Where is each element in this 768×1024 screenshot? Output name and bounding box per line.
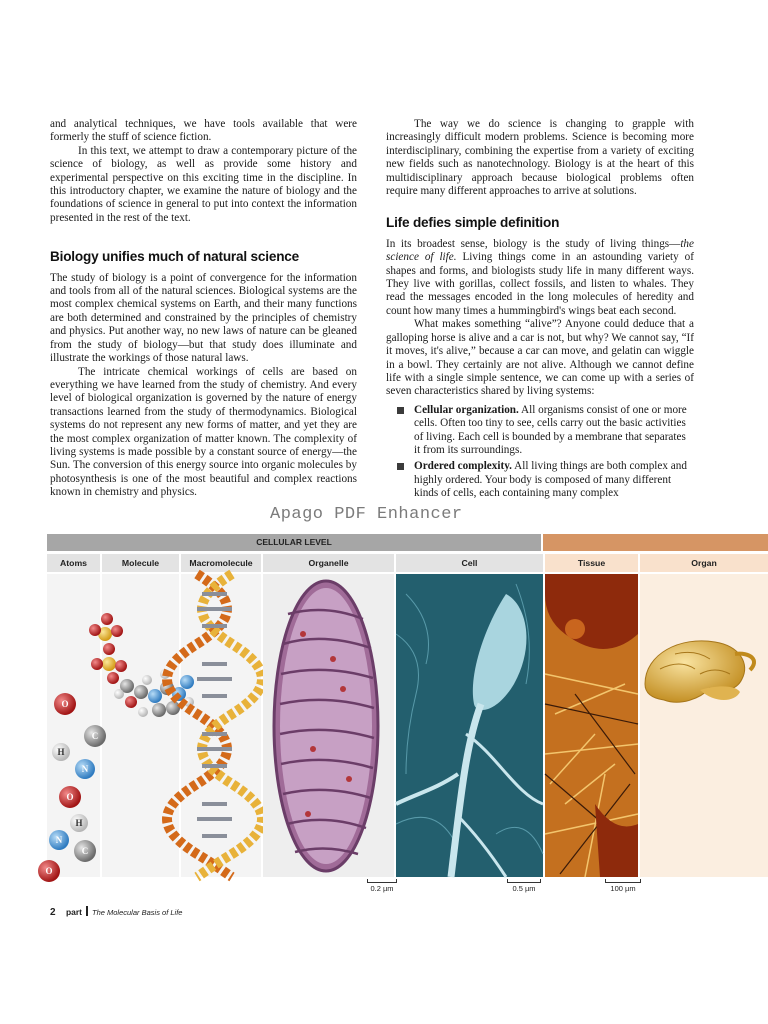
list-text: All living things are both complex and highly ordered. Your body is composed of many different kinds of cells, each containing many complex	[414, 460, 687, 500]
list-item	[386, 404, 694, 458]
right-text-column	[386, 118, 694, 504]
atom-label: C	[81, 846, 89, 856]
organ-panel	[640, 574, 768, 877]
label-organ: Organ	[640, 554, 768, 572]
label-organelle: Organelle	[263, 554, 394, 572]
scale-label: 0.5 µm	[512, 884, 536, 893]
organelle-panel	[263, 574, 394, 877]
label-cell: Cell	[396, 554, 543, 572]
atom-label: N	[55, 835, 63, 845]
atoms-molecule-illustration	[47, 574, 261, 877]
atom-label: H	[75, 818, 83, 828]
organismal-level-bar	[543, 534, 768, 551]
paragraph: What makes something “alive”? Anyone could deduce that a galloping horse is alive and a car is not, but why? We cannot say, “If it moves, it's alive,” because a car can move, and gelatin can wiggle in a bowl. They certainly are not alive. Although we cannot define life with a single simple sentence, we can come up with a series of seven characteristics shared by living systems:	[386, 318, 694, 398]
part-title: The Molecular Basis of Life	[92, 908, 183, 917]
paragraph: and analytical techniques, we have tools available that were formerly the stuff of science fiction.	[50, 118, 357, 144]
atom-label: O	[61, 699, 69, 709]
list-text: All organisms consist of one or more cells. Often too tiny to see, cells carry out the basic activities of living. Each cell is bounded by a membrane that separates it from its surroundings.	[414, 403, 687, 456]
scale-label: 100 µm	[610, 884, 636, 893]
page-footer	[50, 906, 182, 918]
paragraph: The intricate chemical workings of cells are based on everything we have learned from the study of chemistry. And every level of biological organization is governed by the nature of energy transactions learned from the study of thermodynamics. Biological systems do not represent any new forms of matter, and yet they are the most complex organization of matter known. The complexity of living systems is made possible by a constant source of energy—the Sun. The conversion of this energy source into organic molecules by photosynthesis is one of the most beautiful and complex reactions known in chemistry and physics.	[50, 365, 357, 499]
atom-label: H	[57, 747, 65, 757]
atom-label: N	[81, 764, 89, 774]
mitochondrion-illustration	[263, 574, 394, 877]
page-number: 2	[50, 907, 56, 918]
paragraph: The study of biology is a point of convergence for the information and tools from all of the natural sciences. Biological systems are the most complex chemical systems on Earth, and their many functions are both determined and constrained by the principles of chemistry and physics. Put another way, no new laws of nature can be gleaned from the study of biology—but that study does illuminate and illustrate the workings of those natural laws.	[50, 271, 357, 365]
paragraph: In this text, we attempt to draw a contemporary picture of the science of biology, as well as provide some history and experimental perspective on this exciting time in the discipline. In this introductory chapter, we examine the nature of biology and the foundations of science in general to put into context the information presented in the rest of the text.	[50, 144, 357, 224]
cellular-level-bar: CELLULAR LEVEL	[47, 534, 541, 551]
label-atoms: Atoms	[47, 554, 100, 572]
scale-label: 0.2 µm	[370, 884, 394, 893]
nerve-cell-micrograph	[396, 574, 543, 877]
section-heading: Biology unifies much of natural science	[50, 249, 300, 265]
label-macromolecule: Macromolecule	[181, 554, 261, 572]
characteristics-list	[386, 404, 694, 501]
brain-illustration	[640, 574, 768, 877]
list-item	[386, 460, 694, 500]
label-tissue: Tissue	[545, 554, 638, 572]
list-term: Cellular organization.	[414, 403, 519, 416]
part-label: part	[65, 907, 82, 917]
label-molecule: Molecule	[102, 554, 179, 572]
atom-label: O	[45, 866, 53, 876]
section-heading: Life defies simple definition	[386, 215, 560, 231]
paragraph: The way we do science is changing to grapple with increasingly difficult modern problems. Science is becoming more interdisciplinary, combining the expertise from a variety of exciting new fields such as nanotechnology. Biology is at the heart of this multidisciplinary approach because biological problems often require many different approaches to arrive at solutions.	[386, 118, 694, 198]
square-bullet-icon	[397, 463, 404, 470]
nerve-tissue-micrograph	[545, 574, 638, 877]
paragraph	[386, 238, 694, 318]
paragraph-text: In its broadest sense, biology is the study of living things—	[386, 237, 681, 250]
paragraph-text: Living things come in an astounding variety of shapes and forms, and biologists study life in many different ways. They live with gorillas, collect fossils, and listen to whales. They read the messages encoded in the long molecules of heredity and count how many times a hummingbird's wings beat each second.	[386, 251, 694, 317]
atoms-molecule-panel	[47, 574, 261, 877]
left-text-column	[50, 118, 357, 500]
cell-panel	[396, 574, 543, 877]
tissue-panel	[545, 574, 638, 877]
levels-of-organization-figure	[45, 534, 768, 893]
footer-divider	[86, 906, 88, 916]
atom-label: C	[91, 731, 99, 741]
list-term: Ordered complexity.	[414, 460, 512, 473]
italic-phrase: the science of life.	[386, 237, 694, 264]
square-bullet-icon	[397, 407, 404, 414]
watermark: Apago PDF Enhancer	[270, 505, 463, 524]
atom-label: O	[66, 792, 74, 802]
